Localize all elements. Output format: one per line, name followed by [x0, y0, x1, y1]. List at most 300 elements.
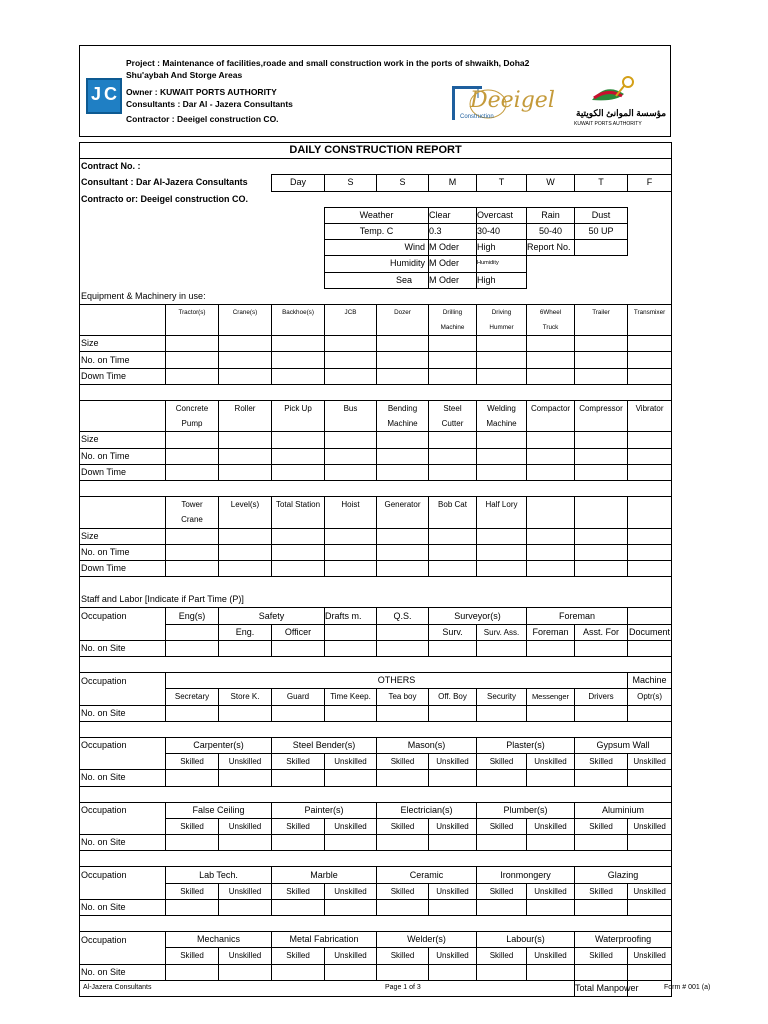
- equipment-name: Dozer: [377, 304, 429, 320]
- staff-role: Off. Boy: [429, 689, 477, 705]
- equipment-name-line2: [272, 512, 325, 528]
- total-manpower-label: Total Manpower: [575, 980, 628, 996]
- day-tue: T: [477, 175, 527, 191]
- weather-label: Weather: [325, 207, 429, 223]
- equipment-row-label: Size: [80, 432, 166, 448]
- project-line-1: Project : Maintenance of facilities,roade and small construction work in the ports of shwaikh, Doha2: [126, 58, 530, 68]
- skilled-label: Skilled: [477, 883, 527, 899]
- equipment-cell[interactable]: [377, 464, 429, 480]
- others-header: OTHERS: [166, 673, 628, 689]
- report-no-label: Report No.: [527, 240, 575, 256]
- equipment-cell[interactable]: [477, 368, 527, 384]
- weather-col2: Overcast: [477, 207, 527, 223]
- unskilled-label: Unskilled: [429, 818, 477, 834]
- count-cell[interactable]: [219, 770, 272, 786]
- equipment-name: Backhoe(s): [272, 304, 325, 320]
- equipment-cell[interactable]: [325, 544, 377, 560]
- contractor-line: Contractor : Deeigel construction CO.: [126, 114, 279, 124]
- trade-name: Plaster(s): [477, 737, 575, 753]
- count-cell[interactable]: [628, 899, 672, 915]
- equipment-cell[interactable]: [429, 432, 477, 448]
- skilled-label: Skilled: [272, 754, 325, 770]
- equipment-cell[interactable]: [325, 432, 377, 448]
- trade-name: Metal Fabrication: [272, 932, 377, 948]
- day-fri: F: [628, 175, 672, 191]
- spacer[interactable]: [80, 916, 672, 932]
- unskilled-label: Unskilled: [527, 818, 575, 834]
- equipment-cell[interactable]: [628, 464, 672, 480]
- equipment-cell[interactable]: [477, 352, 527, 368]
- wind-label: Wind: [325, 240, 429, 256]
- equipment-name: Bus: [325, 401, 377, 417]
- trade-name: Lab Tech.: [166, 867, 272, 883]
- equipment-cell[interactable]: [272, 336, 325, 352]
- equipment-cell[interactable]: [272, 352, 325, 368]
- count-cell[interactable]: [575, 835, 628, 851]
- equipment-name-line2: Crane: [166, 512, 219, 528]
- count-cell[interactable]: [527, 899, 575, 915]
- staff-title: Staff and Labor [Indicate if Part Time (P)]: [81, 594, 244, 605]
- equipment-cell[interactable]: [219, 448, 272, 464]
- weather-col1: Clear: [429, 207, 477, 223]
- equipment-name: Concrete: [166, 401, 219, 417]
- equipment-cell[interactable]: [377, 352, 429, 368]
- equipment-cell[interactable]: [527, 464, 575, 480]
- spacer[interactable]: [80, 320, 166, 336]
- trade-name: Aluminium: [575, 802, 672, 818]
- skilled-label: Skilled: [477, 754, 527, 770]
- equipment-name-line2: [377, 512, 429, 528]
- day-sat: S: [325, 175, 377, 191]
- count-cell[interactable]: [219, 835, 272, 851]
- equipment-name-line2: Pump: [166, 416, 219, 432]
- equipment-cell[interactable]: [429, 352, 477, 368]
- count-cell[interactable]: [628, 835, 672, 851]
- equipment-name-line2: [527, 512, 575, 528]
- equipment-cell[interactable]: [527, 368, 575, 384]
- skilled-label: Skilled: [166, 818, 219, 834]
- trade-name: Glazing: [575, 867, 672, 883]
- equipment-name-line2: [325, 512, 377, 528]
- kpa-arabic-name: مؤسسة الموانئ الكويتية: [576, 108, 667, 118]
- count-cell[interactable]: [527, 770, 575, 786]
- equipment-cell[interactable]: [166, 432, 219, 448]
- count-cell[interactable]: [325, 770, 377, 786]
- staff-role: Tea boy: [377, 689, 429, 705]
- count-cell[interactable]: [429, 835, 477, 851]
- equipment-cell[interactable]: [325, 352, 377, 368]
- equipment-name: Level(s): [219, 497, 272, 513]
- equipment-cell[interactable]: [219, 368, 272, 384]
- skilled-label: Skilled: [377, 754, 429, 770]
- equipment-cell[interactable]: [166, 368, 219, 384]
- count-cell[interactable]: [575, 899, 628, 915]
- equipment-row-label: Down Time: [80, 560, 166, 576]
- unskilled-label: Unskilled: [628, 948, 672, 964]
- equipment-cell[interactable]: [325, 448, 377, 464]
- equipment-cell[interactable]: [377, 560, 429, 576]
- trade-name: Labour(s): [477, 932, 575, 948]
- equipment-cell[interactable]: [477, 336, 527, 352]
- deeigel-wordmark: Deeigel: [470, 88, 555, 113]
- equipment-cell[interactable]: [377, 432, 429, 448]
- skilled-label: Skilled: [477, 948, 527, 964]
- equipment-cell[interactable]: [429, 560, 477, 576]
- footer-form: Form # 001 (a): [664, 984, 711, 991]
- equipment-cell[interactable]: [166, 528, 219, 544]
- safety-header: Safety: [219, 608, 325, 624]
- equipment-cell[interactable]: [527, 432, 575, 448]
- equipment-cell[interactable]: [575, 448, 628, 464]
- trade-name: Waterproofing: [575, 932, 672, 948]
- daily-report-table: [79, 142, 672, 997]
- sea-label: Sea: [325, 272, 429, 288]
- equipment-cell[interactable]: [272, 560, 325, 576]
- humidity-col1: M Oder: [429, 256, 477, 272]
- equipment-cell[interactable]: [272, 448, 325, 464]
- staff-role: Store K.: [219, 689, 272, 705]
- count-cell[interactable]: [477, 964, 527, 980]
- equipment-cell[interactable]: [272, 544, 325, 560]
- equipment-name-line2: [219, 320, 272, 336]
- equipment-cell[interactable]: [429, 528, 477, 544]
- safety-eng: Eng.: [219, 624, 272, 640]
- equipment-cell[interactable]: [429, 336, 477, 352]
- equipment-cell[interactable]: [527, 336, 575, 352]
- unskilled-label: Unskilled: [429, 883, 477, 899]
- equipment-cell[interactable]: [477, 432, 527, 448]
- equipment-name-line2: [429, 512, 477, 528]
- humidity-col2: Humidity: [477, 256, 527, 272]
- count-cell[interactable]: [272, 899, 325, 915]
- spacer[interactable]: [80, 818, 166, 834]
- equipment-cell[interactable]: [377, 448, 429, 464]
- unskilled-label: Unskilled: [527, 754, 575, 770]
- equipment-name: JCB: [325, 304, 377, 320]
- equipment-cell[interactable]: [166, 352, 219, 368]
- unskilled-label: Unskilled: [219, 948, 272, 964]
- equipment-cell[interactable]: [166, 464, 219, 480]
- spacer[interactable]: [80, 754, 166, 770]
- count-cell[interactable]: [628, 770, 672, 786]
- spacer[interactable]: [80, 416, 166, 432]
- kpa-english-name: KUWAIT PORTS AUTHORITY: [574, 121, 642, 127]
- equipment-cell[interactable]: [527, 560, 575, 576]
- temp-col2: 30-40: [477, 223, 527, 239]
- skilled-label: Skilled: [377, 818, 429, 834]
- equipment-cell[interactable]: [166, 336, 219, 352]
- equipment-cell[interactable]: [527, 544, 575, 560]
- equipment-cell[interactable]: [219, 464, 272, 480]
- equipment-cell[interactable]: [628, 432, 672, 448]
- kpa-emblem-icon: [572, 74, 668, 108]
- report-header: [79, 45, 671, 137]
- count-cell[interactable]: [166, 964, 219, 980]
- count-cell[interactable]: [219, 964, 272, 980]
- equipment-name-line2: [219, 416, 272, 432]
- staff-role: Guard: [272, 689, 325, 705]
- skilled-label: Skilled: [575, 818, 628, 834]
- wind-col2: High: [477, 240, 527, 256]
- equipment-cell[interactable]: [575, 432, 628, 448]
- deeigel-logo: [448, 76, 555, 126]
- equipment-cell[interactable]: [377, 528, 429, 544]
- staff-role: Time Keep.: [325, 689, 377, 705]
- equipment-cell[interactable]: [272, 432, 325, 448]
- wind-col1: M Oder: [429, 240, 477, 256]
- skilled-label: Skilled: [166, 754, 219, 770]
- equipment-cell[interactable]: [477, 448, 527, 464]
- equipment-cell[interactable]: [166, 448, 219, 464]
- equipment-cell[interactable]: [377, 368, 429, 384]
- equipment-cell[interactable]: [429, 464, 477, 480]
- equipment-name: Crane(s): [219, 304, 272, 320]
- equipment-cell[interactable]: [628, 560, 672, 576]
- equipment-name-line2: [272, 416, 325, 432]
- equipment-cell[interactable]: [325, 560, 377, 576]
- equipment-name: Bob Cat: [429, 497, 477, 513]
- count-cell[interactable]: [272, 770, 325, 786]
- count-cell[interactable]: [377, 835, 429, 851]
- equipment-name: Total Station: [272, 497, 325, 513]
- spacer[interactable]: [80, 512, 166, 528]
- no-on-site-label: No. on Site: [80, 899, 166, 915]
- count-cell[interactable]: [477, 835, 527, 851]
- foreman-header: Foreman: [527, 608, 628, 624]
- equipment-name-line2: [628, 416, 672, 432]
- equipment-name: Welding: [477, 401, 527, 417]
- equipment-cell[interactable]: [272, 464, 325, 480]
- equipment-cell[interactable]: [575, 336, 628, 352]
- unskilled-label: Unskilled: [325, 948, 377, 964]
- unskilled-label: Unskilled: [219, 754, 272, 770]
- spacer[interactable]: [80, 948, 166, 964]
- skilled-label: Skilled: [272, 948, 325, 964]
- equipment-name: Compactor: [527, 401, 575, 417]
- owner-line: Owner : KUWAIT PORTS AUTHORITY: [126, 87, 277, 97]
- equipment-cell[interactable]: [575, 544, 628, 560]
- count-cell[interactable]: [377, 770, 429, 786]
- count-cell[interactable]: [272, 964, 325, 980]
- sea-col2: High: [477, 272, 527, 288]
- surv: Surv.: [429, 624, 477, 640]
- equipment-cell[interactable]: [575, 560, 628, 576]
- count-cell[interactable]: [377, 964, 429, 980]
- count-cell[interactable]: [527, 964, 575, 980]
- equipment-name: Hoist: [325, 497, 377, 513]
- temp-label: Temp. C: [325, 223, 429, 239]
- surveyor-header: Surveyor(s): [429, 608, 527, 624]
- temp-col3: 50-40: [527, 223, 575, 239]
- equipment-cell[interactable]: [527, 352, 575, 368]
- count-cell[interactable]: [575, 770, 628, 786]
- trade-name: Mechanics: [166, 932, 272, 948]
- equipment-name: Tractor(s): [166, 304, 219, 320]
- skilled-label: Skilled: [575, 883, 628, 899]
- count-cell[interactable]: [325, 835, 377, 851]
- safety-officer: Officer: [272, 624, 325, 640]
- count-cell[interactable]: [325, 899, 377, 915]
- count-cell[interactable]: [219, 899, 272, 915]
- spacer[interactable]: [80, 786, 672, 802]
- count-cell[interactable]: [477, 899, 527, 915]
- unskilled-label: Unskilled: [325, 883, 377, 899]
- equipment-cell[interactable]: [325, 464, 377, 480]
- equipment-cell[interactable]: [628, 448, 672, 464]
- trade-name: False Ceiling: [166, 802, 272, 818]
- footer-left: Al-Jazera Consultants: [83, 984, 152, 991]
- equipment-cell[interactable]: [325, 528, 377, 544]
- equipment-cell[interactable]: [325, 368, 377, 384]
- foreman: Foreman: [527, 624, 575, 640]
- occupation-label: Occupation: [80, 737, 166, 753]
- deeigel-subtitle: Construction: [460, 114, 494, 120]
- unskilled-label: Unskilled: [325, 818, 377, 834]
- count-cell[interactable]: [429, 770, 477, 786]
- count-cell[interactable]: [166, 899, 219, 915]
- equipment-cell[interactable]: [527, 528, 575, 544]
- skilled-label: Skilled: [377, 883, 429, 899]
- trade-name: Ironmongery: [477, 867, 575, 883]
- report-no-value[interactable]: [575, 240, 628, 256]
- equipment-title: Equipment & Machinery in use:: [80, 288, 672, 304]
- count-cell[interactable]: [429, 899, 477, 915]
- trade-name: Electrician(s): [377, 802, 477, 818]
- equipment-name: [628, 497, 672, 513]
- equipment-cell[interactable]: [272, 368, 325, 384]
- day-mon: M: [429, 175, 477, 191]
- equipment-name: Compressor: [575, 401, 628, 417]
- spacer[interactable]: [80, 497, 166, 513]
- equipment-cell[interactable]: [377, 544, 429, 560]
- spacer[interactable]: [80, 721, 672, 737]
- equipment-cell[interactable]: [628, 368, 672, 384]
- equipment-cell[interactable]: [628, 528, 672, 544]
- equipment-row-label: Down Time: [80, 368, 166, 384]
- project-line-2: Shu'aybah And Storge Areas: [126, 70, 243, 80]
- equipment-name-line2: [575, 512, 628, 528]
- machine-header: Machine: [628, 673, 672, 689]
- equipment-name-line2: Truck: [527, 320, 575, 336]
- skilled-label: Skilled: [272, 818, 325, 834]
- equipment-cell[interactable]: [377, 336, 429, 352]
- spacer[interactable]: [80, 851, 672, 867]
- unskilled-label: Unskilled: [325, 754, 377, 770]
- equipment-cell[interactable]: [575, 464, 628, 480]
- day-label: Day: [272, 175, 325, 191]
- count-cell[interactable]: [628, 964, 672, 980]
- equipment-name-line2: [325, 416, 377, 432]
- equipment-cell[interactable]: [166, 544, 219, 560]
- count-cell[interactable]: [477, 770, 527, 786]
- equipment-cell[interactable]: [429, 368, 477, 384]
- staff-role: Drivers: [575, 689, 628, 705]
- equipment-cell[interactable]: [628, 544, 672, 560]
- occupation-label: Occupation: [80, 802, 166, 818]
- equipment-cell[interactable]: [477, 544, 527, 560]
- equipment-name: Driving: [477, 304, 527, 320]
- equipment-cell[interactable]: [219, 432, 272, 448]
- equipment-name: Generator: [377, 497, 429, 513]
- equipment-cell[interactable]: [477, 464, 527, 480]
- equipment-cell[interactable]: [628, 352, 672, 368]
- consultants-line: Consultants : Dar Al - Jazera Consultants: [126, 99, 293, 109]
- occupation-label: Occupation: [80, 608, 166, 624]
- equipment-row-label: Size: [80, 336, 166, 352]
- equipment-cell[interactable]: [575, 528, 628, 544]
- equipment-name: [575, 497, 628, 513]
- temp-col4: 50 UP: [575, 223, 628, 239]
- equipment-cell[interactable]: [219, 352, 272, 368]
- eng-header: Eng(s): [166, 608, 219, 624]
- count-cell[interactable]: [166, 770, 219, 786]
- contract-no: Contract No. :: [81, 161, 141, 172]
- equipment-name-line2: Cutter: [429, 416, 477, 432]
- equipment-cell[interactable]: [628, 336, 672, 352]
- equipment-name-line2: [575, 320, 628, 336]
- equipment-cell[interactable]: [219, 544, 272, 560]
- staff-role: Security: [477, 689, 527, 705]
- day-sun: S: [377, 175, 429, 191]
- equipment-cell[interactable]: [272, 528, 325, 544]
- equipment-name: Trailer: [575, 304, 628, 320]
- count-cell[interactable]: [325, 964, 377, 980]
- equipment-cell[interactable]: [166, 560, 219, 576]
- count-cell[interactable]: [527, 835, 575, 851]
- equipment-cell[interactable]: [219, 528, 272, 544]
- occupation-label: Occupation: [80, 673, 166, 689]
- skilled-label: Skilled: [166, 948, 219, 964]
- equipment-cell[interactable]: [575, 352, 628, 368]
- no-on-site-label: No. on Site: [80, 640, 166, 656]
- equipment-name: Pick Up: [272, 401, 325, 417]
- spacer[interactable]: [80, 401, 166, 417]
- equipment-cell[interactable]: [429, 448, 477, 464]
- equipment-cell[interactable]: [477, 560, 527, 576]
- skilled-label: Skilled: [575, 754, 628, 770]
- equipment-cell[interactable]: [219, 336, 272, 352]
- spacer[interactable]: [80, 883, 166, 899]
- equipment-row-label: Down Time: [80, 464, 166, 480]
- trade-name: Mason(s): [377, 737, 477, 753]
- spacer[interactable]: [80, 304, 166, 320]
- trade-name: Plumber(s): [477, 802, 575, 818]
- equipment-cell[interactable]: [429, 544, 477, 560]
- equipment-cell[interactable]: [219, 560, 272, 576]
- unskilled-label: Unskilled: [628, 883, 672, 899]
- count-cell[interactable]: [429, 964, 477, 980]
- equipment-name-line2: [272, 320, 325, 336]
- count-cell[interactable]: [377, 899, 429, 915]
- equipment-cell[interactable]: [575, 368, 628, 384]
- equipment-row-label: No. on Time: [80, 352, 166, 368]
- equipment-cell[interactable]: [477, 528, 527, 544]
- sea-col1: M Oder: [429, 272, 477, 288]
- equipment-cell[interactable]: [325, 336, 377, 352]
- equipment-name-line2: [628, 320, 672, 336]
- count-cell[interactable]: [575, 964, 628, 980]
- equipment-name: Vibrator: [628, 401, 672, 417]
- count-cell[interactable]: [166, 835, 219, 851]
- equipment-name-line2: [477, 512, 527, 528]
- count-cell[interactable]: [272, 835, 325, 851]
- equipment-name-line2: Machine: [429, 320, 477, 336]
- equipment-cell[interactable]: [527, 448, 575, 464]
- document-header: Document: [628, 624, 672, 640]
- equipment-name-line2: [377, 320, 429, 336]
- equipment-name-line2: [575, 416, 628, 432]
- equipment-name-line2: [527, 416, 575, 432]
